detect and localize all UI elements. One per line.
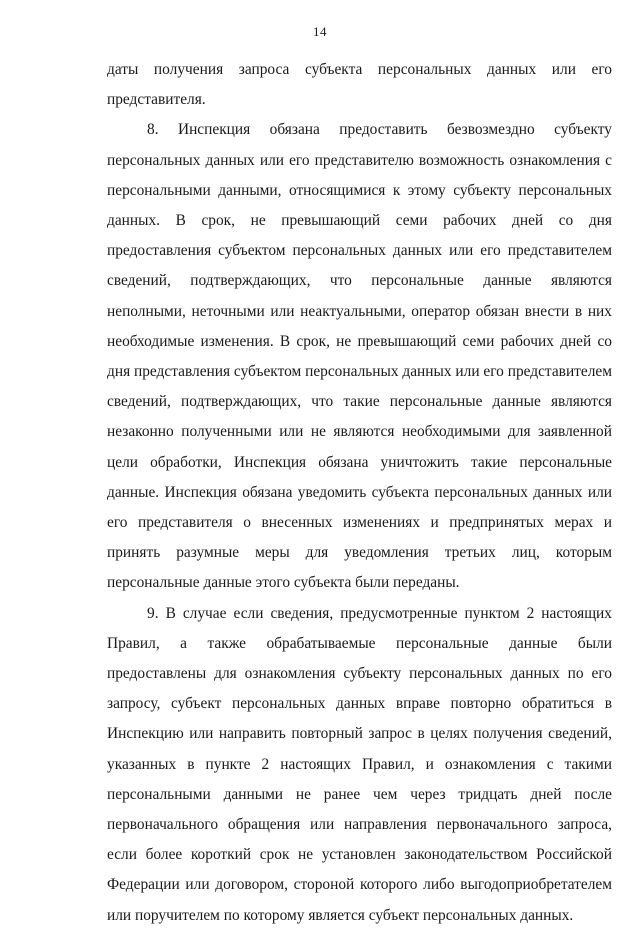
paragraph-9: 9. В случае если сведения, предусмотренные пунктом 2 настоящих Правил, а также обрабатываемые персональные данные были предоставлены для ознакомления субъекту персональных данных по его запросу, субъект персональных данных вправе повторно обратиться в Инспекцию или направить повторный запрос в целях получения сведений, указанных в пункте 2 настоящих Правил, и ознакомления с такими персональными данными не ранее чем через тридцать дней после первоначального обращения или направления первоначального запроса, если более короткий срок не установлен законодательством Российской Федерации или договором, стороной которого либо выгодоприобретателем или поручителем по которому является субъект персональных данных. bbox=[107, 604, 612, 924]
document-body bbox=[107, 55, 612, 931]
paragraph-8: 8. Инспекция обязана предоставить безвозмездно субъекту персональных данных или его представителю возможность ознакомления с персональными данными, относящимися к этому субъекту персональных данных. В срок, не превышающий семи рабочих дней со дня предоставления субъектом персональных данных или его представителем сведений, подтверждающих, что персональные данные являются неполными, неточными или неактуальными, оператор обязан внести в них необходимые изменения. В срок, не превышающий семи рабочих дней со дня представления субъектом персональных данных или его представителем сведений, подтверждающих, что такие персональные данные являются незаконно полученными или не являются необходимыми для заявленной цели обработки, Инспекция обязана уничтожить такие персональные данные. Инспекция обязана уведомить субъекта персональных данных или его представителя о внесенных изменениях и предпринятых мерах и принять разумные меры для уведомления третьих лиц, которым персональные данные этого субъекта были переданы. bbox=[107, 121, 612, 592]
page-number: 14 bbox=[313, 24, 327, 39]
continuation-paragraph: даты получения запроса субъекта персональных данных или его представителя. bbox=[107, 61, 612, 109]
